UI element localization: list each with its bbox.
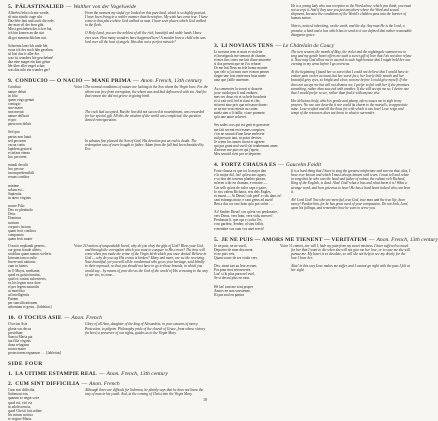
original-line: hêr über aller engel schar, <box>8 64 46 69</box>
original-line: Deporter de mon deu ment <box>214 247 253 252</box>
section-heading: 2. CUM SINT DIFFICILIA — Anon. French <box>8 381 120 388</box>
original-line: fruere unit nationis <box>8 260 36 265</box>
original-line: Sapientia <box>8 191 22 196</box>
section-number: 10. <box>8 315 15 322</box>
translation-text <box>85 244 208 310</box>
original-line: Sancta Maria pia <box>8 334 33 339</box>
original-line: que cele u j'ai mon cuer et mon penser <box>214 70 270 75</box>
original-text <box>214 4 291 37</box>
original-line: Dex, mout tart au leur avouer, <box>214 264 258 269</box>
original-line: Je criem fus amors tiront et agreeer <box>214 139 265 144</box>
section-title: FORTZ CHAUSA ES <box>221 162 277 169</box>
original-line: corporis factum <box>8 224 31 229</box>
original-line: Interum iam occulte <box>8 256 37 261</box>
section-number: 1. <box>8 371 13 378</box>
translation-text <box>291 4 412 37</box>
voice-label: Voice 1 <box>280 243 291 248</box>
original-line: c'on ne saurait d'une lieue enrhvete <box>214 131 265 136</box>
original-line: Amors en non souvienne, <box>214 288 251 293</box>
original-line: Dominus <box>8 216 22 221</box>
original-line: dâ got mennischlichen trat. <box>8 35 47 40</box>
original-line: Au comencier la trovai si doucete <box>214 86 263 91</box>
original-line: quam fecit mater <box>8 236 33 241</box>
original-text <box>214 169 291 230</box>
original-line: sine mater <box>8 105 23 110</box>
original-line: cur geras fraude alieris, <box>8 248 42 253</box>
original-line: et infans eterno <box>8 150 31 155</box>
original-line: sordibus quam manus sceleris. <box>8 252 52 257</box>
text-block <box>8 388 208 421</box>
original-line: nature defluxit <box>8 114 30 119</box>
original-line: Mes seraitil n'est por se deporter. <box>214 152 262 157</box>
translation-paragraph: He is a young lady who was receptive to the Word alone, which you think; you must not accept it. And if they saw you just anywhere where the Word and sexual shipment, because the conditions of the World's children pass into the barrier of human nature. <box>291 4 412 21</box>
text-block <box>8 322 208 355</box>
original-line: quod est, viri via <box>8 400 33 405</box>
original-line: quod ex gratia bonitas, <box>8 272 41 277</box>
original-line: Ses sades cors qui est gent et grasseste <box>214 123 270 128</box>
section-number: 5. <box>214 236 219 243</box>
original-line: Schoeniu lant rîch unde hêr, <box>8 43 49 48</box>
original-line: hic minus noticia <box>8 412 33 417</box>
original-line: Perdonatz li, que ops e cocha l'es, <box>214 218 263 223</box>
original-line: Daz hêre lant und ouch die erde, <box>8 19 55 24</box>
original-line: hoc pecorem <box>8 155 27 159</box>
original-line: es mortz — Ai Dieus! cals perd' e cals dans es! <box>214 193 282 198</box>
section-heading: 9. CONDUCIO — O NACIO — MANE PRIMA — Anon. French, 13th century <box>8 78 203 85</box>
original-line: ja ne cuidai por li mal endurer, <box>214 90 259 95</box>
original-line: te virgine Maria. <box>8 416 32 421</box>
original-line: Patrem <box>8 297 19 302</box>
translation-paragraph: I cannot, nor will I, hide my pain from my sweet mistress. I have suffered so much for her that I want to die when she will not give me her love, or to save me she will pursue me. My heart is so desolate, so will she not help to see my dearly for the love I bear her. <box>291 243 410 260</box>
original-line: e membre vos cum vos anet servir! <box>214 226 265 231</box>
original-line: per sanctificationem <box>8 301 38 306</box>
section-attribution: Anon. French, 13th century <box>140 78 203 85</box>
section-heading: 5. PÄLASTINALIED — Walther von der Vogelweide <box>8 4 137 10</box>
original-line: ex his legem mox dare <box>8 280 41 285</box>
original-line: O tocius Asie <box>8 322 28 327</box>
translation-paragraph: The new season, the month of May, the violet and the nightingale summon me to sing and my gentle heart offers me such a sweet gift of love that I do not dare refuse it. Now may God allow me to ascend to such high honour that I might hold her one evening in my arms before I go overseas. <box>291 49 412 67</box>
translation-paragraph: Although three are difficult for Solomon, he plainly says that he does not know the way of man in his youth. And, in the coming of Christ into the Virgin Mary. <box>85 388 204 397</box>
original-line: contagio <box>8 101 21 106</box>
original-line: ad intelligentis <box>8 293 30 298</box>
original-line: tua filia virginis <box>8 338 31 343</box>
original-line: mundi deculit <box>8 163 28 168</box>
section-title: CONDUCIO — O NACIO — MANE PRIMA <box>15 78 132 85</box>
voice-label: Voice 1 <box>74 85 85 90</box>
original-line: nul pressoir tant, ni point deviser. <box>214 135 263 140</box>
translation-paragraph: In sabatus fine pleased the Son of God, His devotion put an end to doubt. The redemption was of mere bought to father. Adam from the fall had been banished by Eve. <box>85 138 204 151</box>
left-column <box>8 4 208 421</box>
section-attribution: Anon. French <box>71 315 102 322</box>
original-line: quid ex caritas subverteris, <box>8 276 47 281</box>
original-line: sô bist duz ir aller êre. <box>8 51 40 56</box>
original-line: in utero virginis <box>8 195 31 200</box>
original-line: lapidem gestavit <box>8 146 32 151</box>
original-line: vers Dieus, vers hom, vera vida, merces! <box>214 214 273 219</box>
original-text <box>8 85 85 241</box>
original-line: protectorem regnarum . . . [fabletius] <box>8 351 62 356</box>
original-line: vacua cunis <box>8 142 25 147</box>
original-line: non meruit <box>8 109 24 114</box>
original-line: Quant souvr de ses voulz vers. <box>214 255 258 260</box>
original-line: tacitum <box>8 220 19 225</box>
original-line: cum tu fateris <box>8 264 28 269</box>
original-line: qu'a une autre achever. <box>214 115 247 120</box>
translation-paragraph: Ah! Lord God! You who are merciful, true God, true man and the true life, have mercy! Pardon him, for he has great need of your compassion. Do not look, Lord, upon his failings, and remember how he went to serve you. <box>291 197 409 211</box>
original-line: d'aresser me puis en qui j'apete, <box>214 148 260 152</box>
original-line: O nacio nephandi generis, <box>8 243 46 248</box>
text-block <box>8 11 208 72</box>
translation-text <box>291 50 412 156</box>
section-number: 3. <box>214 42 219 49</box>
translation-paragraph: It is a hard thing that I have to sing the greatest misfortune and sorrow that, alas, I have ever known and which I must always lament with tears. I must tell and relate in song that he who was the head and father of valour, the valiant rich Richard, King of the English, is dead. Alas! God! what a loss and what harm it is! What a strange word, and how grievous to hear! He has a hard heart indeed who can bear it. <box>291 169 411 194</box>
original-line: et per legem naturalis <box>8 284 40 289</box>
section-attribution: Anon. French, 13th century <box>376 236 438 243</box>
original-line: Por pour moi retrouverez. <box>214 268 252 273</box>
original-line: Mirst geschehen des ich ie bat, <box>8 27 53 32</box>
translation-paragraph: Glory of all Asia, daughter of the king of Alexandria, in your seasons of mercy. Protection, to pilgrim. Philosophy pride of the church of Grace, from whose victory (in hers) a preserver of our rights, guides us to the Virgin Mary. <box>85 322 206 335</box>
translation-paragraph: O nation of unspeakable breed, why do you obey the gifts of God? Bless your God, and through the corruption which you want to conquer to His crown? The time will come when you make the crime of the Virgin birth which you once denied. Believe in God — why do you say His crown is broken? Many and more, are we the receiving. Your bountiful, yet you will all be condemned who go as your heritage, said blindly to their reproach, so that you should not have to go to those bounds, in which you would say... by means of your dirt as the God of the world of His crowning to the way of our sin; to come... <box>85 243 208 277</box>
original-line: Ki pas mal en partira <box>214 292 245 297</box>
section-title: PÄLASTINALIED <box>15 4 64 10</box>
translation-paragraph: O Holy Land, you are the noblest of all the rich, beautiful and noble lands I have ever seen. How many wonders have happened here! A maiden bore a child who was lord over all the host of angels. Was that not a perfect miracle? <box>85 31 206 44</box>
original-text <box>8 388 85 421</box>
section-attribution: Walther von der Vogelweide <box>73 4 137 10</box>
original-text <box>8 11 85 72</box>
original-line: m'orent ainz pris que m'osasse doner: <box>214 102 268 107</box>
original-line: solum est... <box>8 187 25 192</box>
original-text <box>8 244 85 310</box>
original-line: et lorseignols me semont de chanter, <box>214 53 267 58</box>
original-line: sît min sündic ouge siht <box>8 15 43 20</box>
original-line: in adolescencia, <box>8 404 31 409</box>
original-line: partus non latuit <box>8 134 32 139</box>
original-line: incomprehensibili <box>8 171 34 176</box>
original-line: adventum et gestu...[fabletius] <box>8 305 52 310</box>
original-line: waz ist wunders hie geschehen! <box>8 56 54 61</box>
section-number: 9. <box>8 78 13 85</box>
original-line: Allerêrst lebe ich mir werde, <box>8 11 50 15</box>
section-heading: 3. LI NOVIAUS TENS — Le Châtelain de Coucy <box>214 42 335 49</box>
original-line: e no gardetz, Senher, al sieu falhir, <box>214 222 264 227</box>
original-line: nature defuit <box>8 89 27 94</box>
original-line: Las! si ki plus parn nel vuel, <box>214 272 255 277</box>
text-block <box>214 169 412 230</box>
original-line: Sed quo <box>8 130 20 135</box>
original-line: et si vair oeil, bel et riant et cler, <box>214 98 261 103</box>
section-heading: 5. JE NE PUIS — AMORS ME TIENENT — VERITATEM — Anon. French, 13th century <box>214 236 438 243</box>
original-line: minime <box>8 183 19 188</box>
original-line: Li noviaus tens et mais et violette <box>214 49 263 54</box>
original-line: swaz ich der noch hân gesehen, <box>8 47 54 52</box>
original-line: Condicio <box>8 85 22 90</box>
original-line: hoc pecore <box>8 167 24 172</box>
original-line: lo rics valens Richartz, reis dels Engles, <box>214 189 272 194</box>
original-line: quam fecit conditor <box>8 228 37 233</box>
section-attribution: Anon. French, 13th century <box>106 371 169 378</box>
original-line: der man vil der êren giht. <box>8 23 45 28</box>
translation-text <box>85 388 208 421</box>
original-line: Cum sint difficilia <box>8 388 35 393</box>
section-heading: 10. O TOCIUS ASIE — Anon. French <box>8 315 102 322</box>
voice-label: Voice 2 <box>74 243 85 248</box>
text-block <box>214 50 412 156</box>
section-heading: 4. FORTZ CHAUSA ES — Gaucelm Faidit <box>214 162 322 169</box>
original-line: sed pecorem <box>8 138 27 143</box>
side-heading: SIDE FOUR <box>8 361 43 368</box>
original-line: cant estrangs motz, e cant greus ad auzir! <box>214 197 274 202</box>
text-block <box>8 85 208 241</box>
original-line: mielz aim a li faillir, si me promete, <box>214 111 266 116</box>
original-line: Deo ex plenitudo <box>8 208 33 213</box>
original-text <box>8 322 85 355</box>
section-title: LA UITIME ESTAMPIE REAL <box>15 371 97 378</box>
section-title: JE NE PUIS — AMORS ME TIENENT — VERITATEM <box>221 236 367 243</box>
translation-paragraph: Shin is, noticed inheriting, on the earth, and the sky. Any man He is the Lord, a promise, a kind and a law which has to send to it our defined that rather reasonable disappear grace. <box>291 24 412 37</box>
section-attribution: Anon. French <box>89 381 120 388</box>
original-line: Je ne puis, ne ne vueil, <box>214 243 247 248</box>
translation-text <box>85 11 208 72</box>
original-line: se ne me veut retenir ou cuiter, <box>214 107 259 112</box>
original-line: Or me lait Deus en tele honor monter <box>214 66 268 71</box>
original-line: in O Moysi, mediante, <box>8 268 41 273</box>
original-line: e lo major dol, las! qu'ieu anc agues, <box>214 173 267 178</box>
original-line: was daz niht ein wunder gar? <box>8 68 51 73</box>
section-heading: 1. LA UITIME ESTAMPIE REAL — Anon. French, 13th century <box>8 371 169 378</box>
translation-paragraph: Alas! in this way Love makes me suffer, and I cannot go right with the pass I felt at her sight. <box>291 264 410 273</box>
section-number: 5. <box>8 4 13 10</box>
section-title: CUM SINT DIFFICILIA <box>15 381 80 388</box>
right-column <box>214 4 438 297</box>
translation-text <box>291 169 412 230</box>
original-line: quem virgo genuit <box>8 97 35 102</box>
original-line: et pro <box>8 118 17 123</box>
original-line: gloria vas decus <box>8 326 32 331</box>
original-line: me fait sovent en tresmes sosspirer, <box>214 127 265 132</box>
translation-text <box>291 244 412 297</box>
original-line: quod Christi fuit ordine <box>8 408 42 413</box>
original-line: Se si devrai plus en vaus <box>214 276 250 281</box>
original-line: daz eine maget ein kint gebar <box>8 60 51 65</box>
original-line: et ne puis veir, <box>214 251 236 256</box>
original-line: nostra mater <box>8 347 26 352</box>
original-line: presidium <box>8 330 23 335</box>
translation-text <box>85 85 208 241</box>
translation-paragraph: From the moment my sinful eye looked on this pure land, which is so highly praised, I have been living in a nobler manner than heretofore. My wish has come true. I have come to that place where God walked as man. I have seen places which God walked in the flesh. <box>85 11 208 28</box>
original-line: m'aven a dir en chantan, e retraire — <box>214 181 268 186</box>
original-line: Deus <box>8 212 16 217</box>
section-attribution: Gaucelm Faidit <box>285 162 322 169</box>
original-line: et mes fins cuers me fait d'une amorette <box>214 57 272 62</box>
section-title: O TOCIUS ASIE <box>18 315 62 322</box>
original-line: Hé las! tant me sont proper <box>214 284 254 289</box>
original-line: Car selh qu'era de valor caps e paire, <box>214 185 267 190</box>
section-number: 2. <box>8 381 13 388</box>
original-text <box>214 244 291 297</box>
original-line: Salomoni tria, <box>8 392 29 397</box>
original-line: e so don dei tostems planher ploran, <box>214 177 266 182</box>
text-block <box>214 4 412 37</box>
page-number: 18 <box>203 397 207 402</box>
original-line: qui par grant mal vueil s'ai tendrement amer; <box>214 143 279 148</box>
translation-paragraph: The normal conditions of nature are lacking in the Son whom the Virgin bore. For the whom was free from corruption, the whom was and had deflowered with sin. And for that reason she did not grieve in giving birth. <box>85 85 208 98</box>
original-line: rerum conditor <box>8 175 30 180</box>
original-line: compunsio <box>8 232 24 237</box>
original-line: nostre Filio <box>8 204 25 209</box>
original-line: in filio <box>8 93 18 98</box>
section-number: 4. <box>214 162 219 169</box>
section-title: LI NOVIAUS TENS <box>221 42 274 49</box>
original-line: ich bin komen an die stat <box>8 31 45 36</box>
original-line: ainz que j'aille outremer. <box>214 78 250 83</box>
translation-paragraph: The cock had accepted. But the lion did not succeed in nourishment, was rewarded for her special gift. All this the wisdom of the world was completed; the question denied reinvigoration. <box>85 109 205 123</box>
text-block <box>214 244 412 297</box>
original-text <box>214 50 291 156</box>
text-block <box>8 244 208 310</box>
original-line: dona refugium <box>8 342 30 347</box>
original-line: partu non doluit <box>8 122 31 127</box>
original-line: quarum se negat scire <box>8 396 40 401</box>
original-line: Ai! Senher Dieus! vos qu'etz ver perdonaire, <box>214 210 279 215</box>
original-line: si doz present que ne l'os refuser. <box>214 62 262 67</box>
original-line: Fortz chausa es que tot lo major dan <box>214 169 266 174</box>
section-attribution: Le Châtelain de Coucy <box>282 42 335 49</box>
original-line: mes ses douz vis et sa bele bouchete <box>214 94 267 99</box>
original-line: tiegne une foiz entre mes braz nuete <box>214 74 266 79</box>
original-line: Ben a dur cor totz hom qu'o pot sofrir . . . <box>214 201 274 206</box>
translation-paragraph: At the beginning I found her so sweet that I could not believe that I would have to endure pain on her account, but her sweet face, her lovely little mouth and her beautiful grey eyes, so bright and clear, won me before I could give myself. If she does not accept me but will not dismiss me, I prefer to fail with her if she promises something, rather than succeed with another. If she will accept me so, I desire one that I would prefer to see, rather than find it with anyone else. <box>291 70 410 95</box>
original-line: ut mortifico <box>8 289 26 293</box>
translation-paragraph: Her delicious body, which is gentle and plump, often causes me to sigh in my prayers. No one can describe it nor could its charm to the mortal's, to appreciate mine. Love-crafted and all the lions for with which it can love! Love reign and tempt of the resources does not know to what to surrender. <box>291 98 408 116</box>
translation-text <box>85 322 208 355</box>
